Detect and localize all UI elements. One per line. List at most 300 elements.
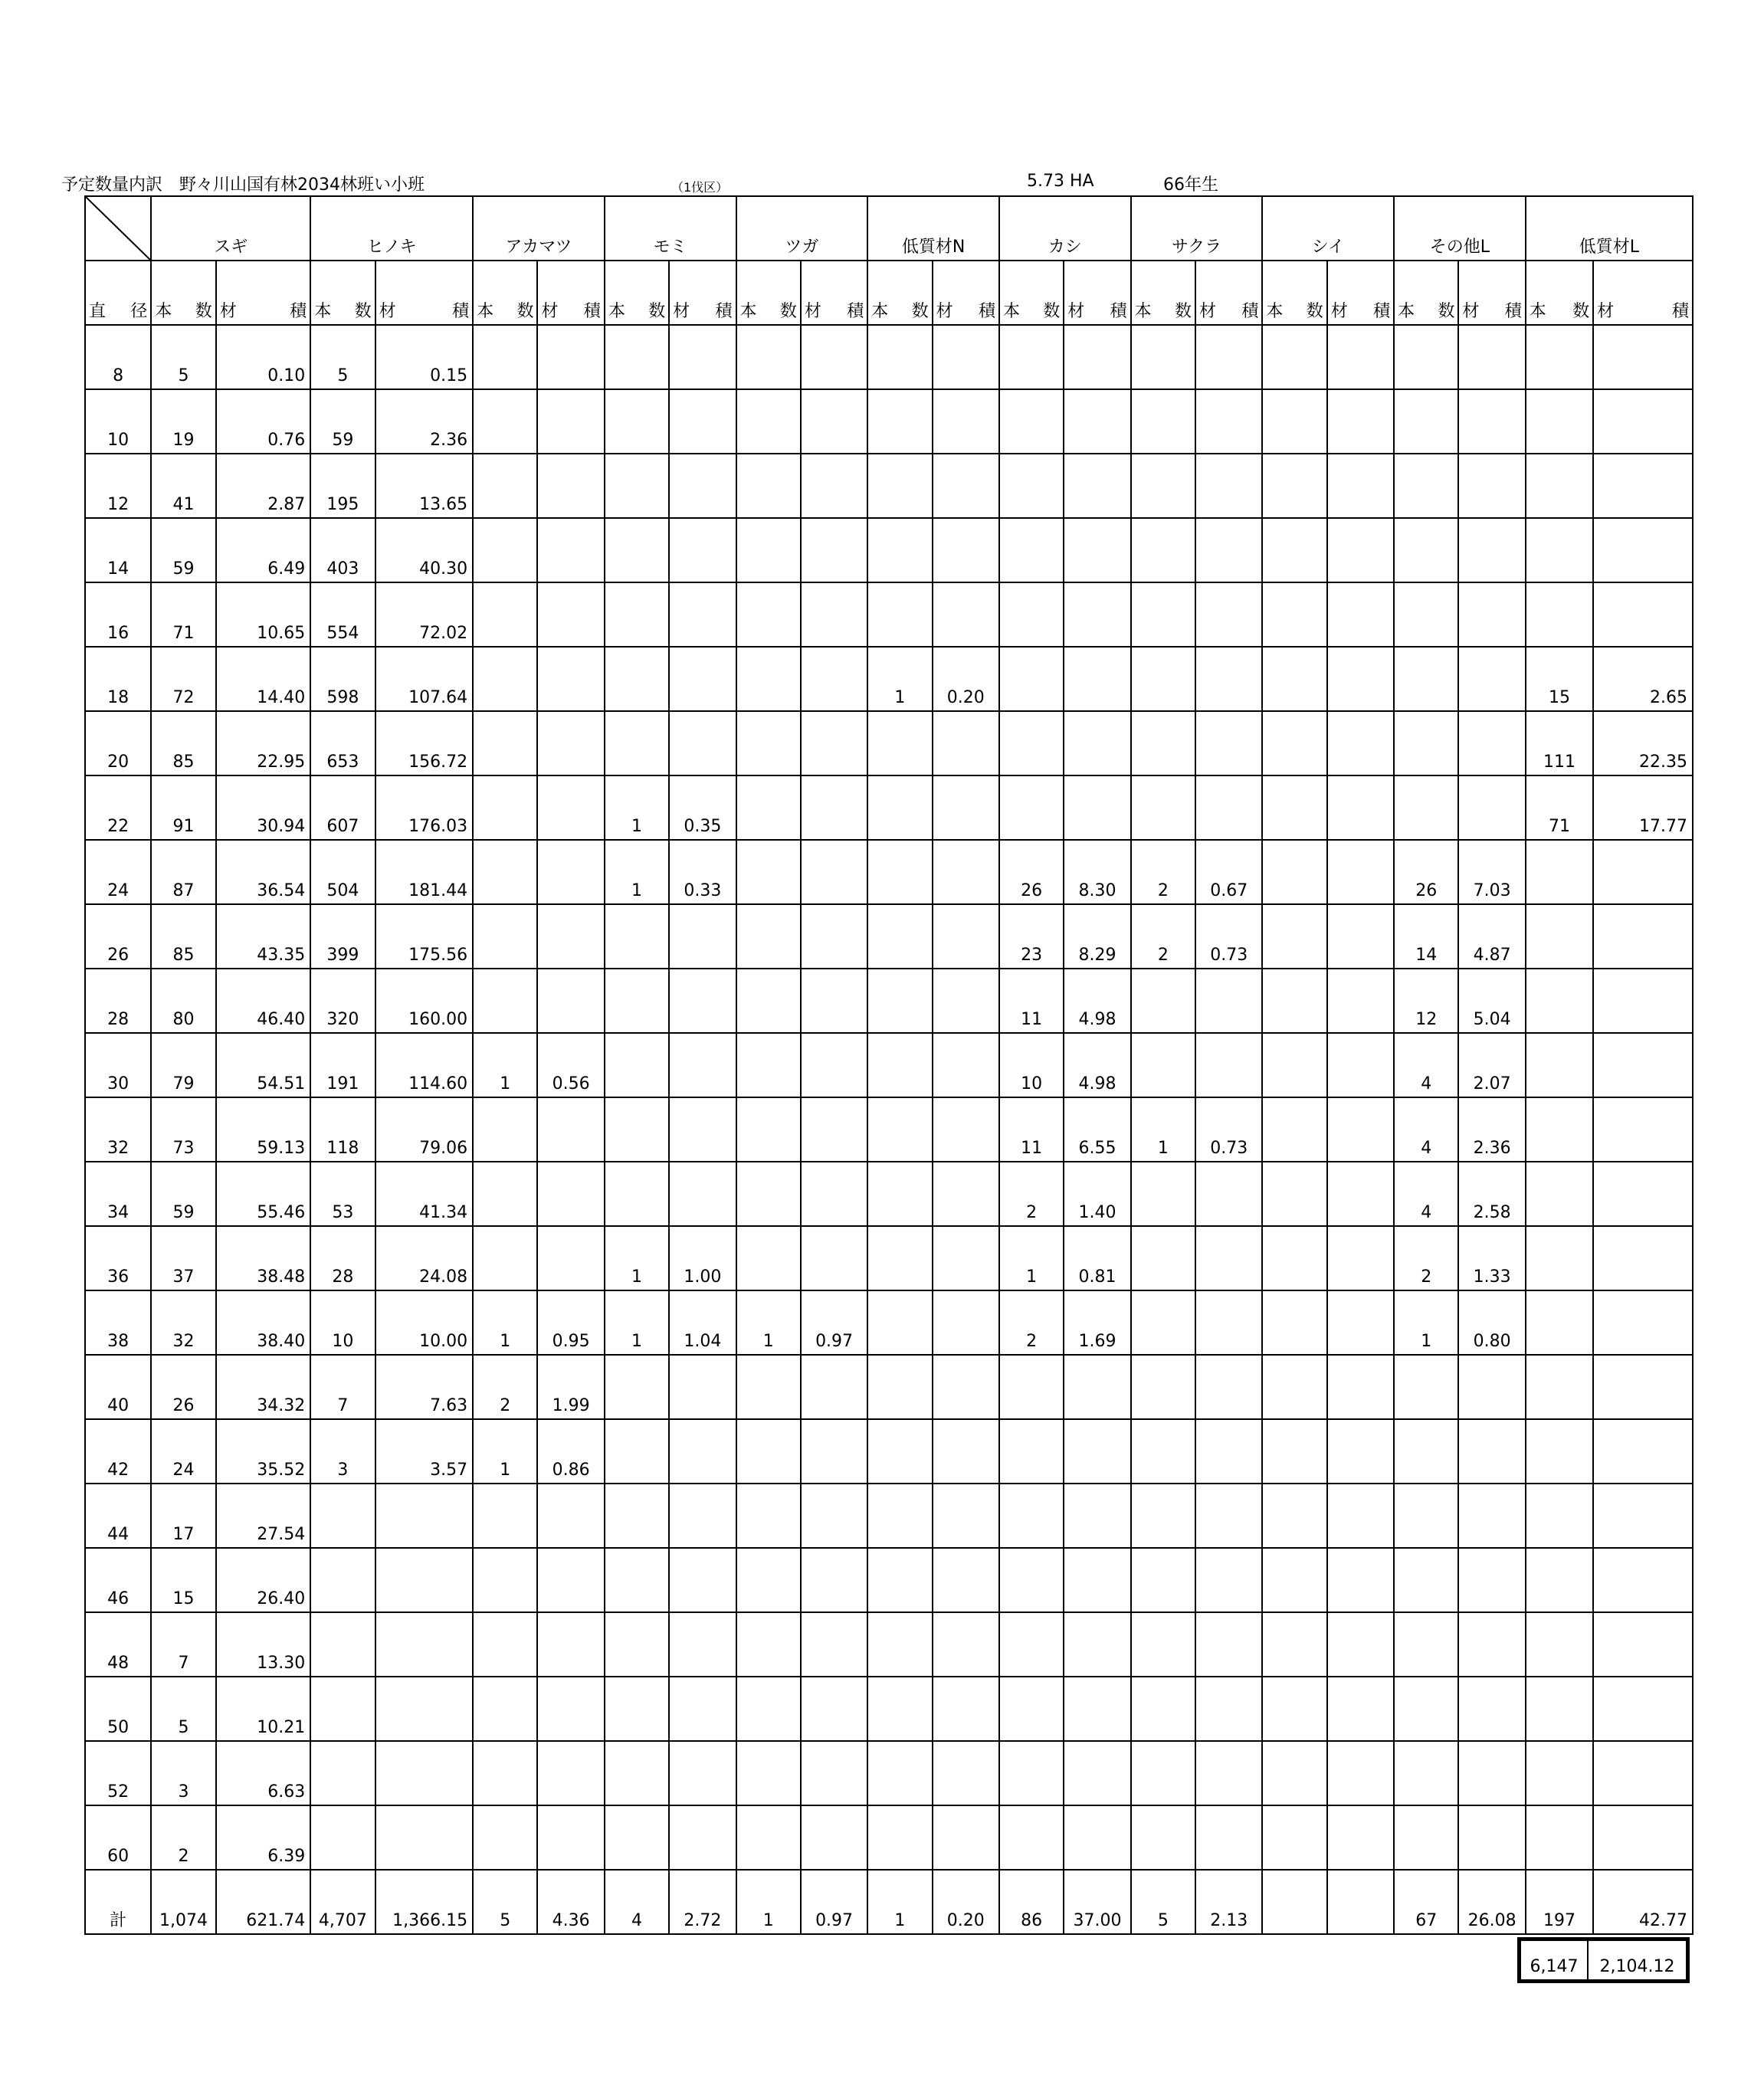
volume-cell <box>1064 518 1130 582</box>
volume-cell <box>801 840 867 904</box>
count-cell: 1 <box>605 775 669 840</box>
volume-cell <box>933 969 999 1033</box>
volume-cell <box>537 1805 604 1870</box>
count-cell: 4 <box>1394 1097 1458 1162</box>
volume-cell <box>1195 1033 1262 1097</box>
count-cell <box>867 969 932 1033</box>
volume-cell: 2.72 <box>669 1870 736 1934</box>
count-cell <box>1394 518 1458 582</box>
volume-cell <box>801 904 867 969</box>
count-cell <box>1262 1612 1326 1677</box>
count-cell <box>1526 1484 1593 1548</box>
volume-cell <box>1064 1677 1130 1741</box>
count-cell: 3 <box>310 1419 375 1484</box>
table-row <box>85 1033 1693 1097</box>
volume-cell <box>1593 518 1693 582</box>
count-cell <box>867 1741 932 1805</box>
volume-cell <box>1458 582 1525 647</box>
volume-cell <box>933 325 999 389</box>
volume-header: 材 積 <box>216 261 311 325</box>
count-cell <box>1526 969 1593 1033</box>
volume-cell: 38.48 <box>216 1226 311 1290</box>
count-cell <box>1262 1870 1326 1934</box>
table-row <box>85 840 1693 904</box>
count-header: 本 数 <box>867 261 932 325</box>
volume-cell <box>375 1677 474 1741</box>
area-label: 5.73 HA <box>1027 172 1094 191</box>
volume-cell: 35.52 <box>216 1419 311 1484</box>
count-cell <box>736 904 801 969</box>
volume-cell <box>1327 325 1394 389</box>
volume-cell <box>933 1548 999 1612</box>
volume-cell: 175.56 <box>375 904 474 969</box>
volume-cell <box>933 1097 999 1162</box>
volume-cell <box>1327 1741 1394 1805</box>
count-cell <box>867 582 932 647</box>
count-cell <box>999 582 1064 647</box>
count-cell: 85 <box>151 904 215 969</box>
volume-cell: 6.49 <box>216 518 311 582</box>
volume-cell: 40.30 <box>375 518 474 582</box>
count-cell <box>1526 1226 1593 1290</box>
count-cell <box>605 325 669 389</box>
count-cell <box>1262 904 1326 969</box>
count-cell <box>473 647 537 711</box>
count-cell <box>1262 1097 1326 1162</box>
count-cell: 1 <box>999 1226 1064 1290</box>
count-cell <box>1262 775 1326 840</box>
volume-cell: 42.77 <box>1593 1870 1693 1934</box>
volume-cell <box>537 454 604 518</box>
volume-cell <box>1458 647 1525 711</box>
volume-cell: 24.08 <box>375 1226 474 1290</box>
diameter-cell: 16 <box>85 582 151 647</box>
volume-cell: 0.86 <box>537 1419 604 1484</box>
count-cell: 10 <box>310 1290 375 1355</box>
count-cell <box>473 454 537 518</box>
volume-cell: 0.73 <box>1195 904 1262 969</box>
count-cell <box>1262 647 1326 711</box>
species-header: ツガ <box>736 196 868 261</box>
volume-cell: 46.40 <box>216 969 311 1033</box>
count-cell <box>605 1419 669 1484</box>
volume-cell <box>1064 1741 1130 1805</box>
count-cell: 7 <box>310 1355 375 1419</box>
subheader-row <box>85 261 1693 325</box>
volume-cell <box>375 1548 474 1612</box>
volume-cell <box>1064 454 1130 518</box>
count-cell <box>1131 1741 1195 1805</box>
count-cell <box>867 1033 932 1097</box>
volume-header: 材 積 <box>933 261 999 325</box>
volume-cell <box>933 1612 999 1677</box>
volume-cell <box>1195 1805 1262 1870</box>
volume-cell <box>1195 582 1262 647</box>
count-cell <box>999 325 1064 389</box>
count-cell <box>473 1226 537 1290</box>
count-cell <box>736 518 801 582</box>
volume-cell <box>669 454 736 518</box>
count-cell <box>999 389 1064 454</box>
volume-cell <box>1195 1419 1262 1484</box>
volume-cell: 1.40 <box>1064 1162 1130 1226</box>
count-cell <box>1262 711 1326 775</box>
volume-cell <box>801 1677 867 1741</box>
count-cell: 1,074 <box>151 1870 215 1934</box>
species-header: 低質材L <box>1526 196 1693 261</box>
count-cell: 24 <box>151 1419 215 1484</box>
volume-cell: 14.40 <box>216 647 311 711</box>
diagonal-line <box>86 197 151 261</box>
diameter-cell: 44 <box>85 1484 151 1548</box>
volume-cell <box>1064 1355 1130 1419</box>
count-cell: 554 <box>310 582 375 647</box>
count-cell <box>1262 1419 1326 1484</box>
count-cell: 4,707 <box>310 1870 375 1934</box>
volume-cell <box>1593 454 1693 518</box>
count-cell <box>736 1805 801 1870</box>
count-cell: 4 <box>1394 1033 1458 1097</box>
count-cell <box>473 1484 537 1548</box>
volume-cell: 27.54 <box>216 1484 311 1548</box>
count-cell <box>1131 454 1195 518</box>
count-cell <box>1394 1548 1458 1612</box>
count-cell <box>736 1741 801 1805</box>
count-cell <box>473 518 537 582</box>
volume-cell <box>801 1484 867 1548</box>
count-cell: 91 <box>151 775 215 840</box>
count-cell: 653 <box>310 711 375 775</box>
volume-cell <box>1195 454 1262 518</box>
volume-cell <box>1327 711 1394 775</box>
volume-cell: 0.97 <box>801 1290 867 1355</box>
diameter-cell: 20 <box>85 711 151 775</box>
count-cell <box>1131 1805 1195 1870</box>
volume-cell <box>1195 1290 1262 1355</box>
count-cell: 71 <box>1526 775 1593 840</box>
count-cell <box>1131 389 1195 454</box>
volume-cell <box>1064 647 1130 711</box>
volume-cell <box>801 1226 867 1290</box>
count-cell: 86 <box>999 1870 1064 1934</box>
volume-cell <box>537 1226 604 1290</box>
diameter-cell: 26 <box>85 904 151 969</box>
count-cell <box>310 1484 375 1548</box>
volume-cell <box>933 1741 999 1805</box>
count-cell <box>1526 1355 1593 1419</box>
volume-cell: 4.98 <box>1064 969 1130 1033</box>
count-cell <box>1262 454 1326 518</box>
volume-cell <box>933 454 999 518</box>
table-row <box>85 969 1693 1033</box>
species-header: スギ <box>151 196 310 261</box>
count-cell: 5 <box>473 1870 537 1934</box>
volume-cell <box>1327 969 1394 1033</box>
volume-cell <box>1327 389 1394 454</box>
volume-cell <box>1195 647 1262 711</box>
volume-cell: 107.64 <box>375 647 474 711</box>
volume-cell <box>1195 775 1262 840</box>
count-cell <box>999 711 1064 775</box>
volume-cell <box>669 1612 736 1677</box>
count-cell: 67 <box>1394 1870 1458 1934</box>
count-cell <box>867 775 932 840</box>
volume-cell <box>537 518 604 582</box>
count-cell <box>473 775 537 840</box>
count-cell <box>736 325 801 389</box>
volume-cell: 160.00 <box>375 969 474 1033</box>
count-cell <box>867 1677 932 1741</box>
volume-cell <box>537 840 604 904</box>
volume-cell: 41.34 <box>375 1162 474 1226</box>
count-cell <box>1262 1226 1326 1290</box>
volume-cell <box>801 1612 867 1677</box>
volume-cell <box>1327 518 1394 582</box>
diameter-cell: 42 <box>85 1419 151 1484</box>
volume-cell <box>1458 389 1525 454</box>
count-cell <box>999 647 1064 711</box>
volume-cell <box>669 389 736 454</box>
volume-cell <box>1064 325 1130 389</box>
volume-cell <box>537 1162 604 1226</box>
volume-cell <box>1195 1162 1262 1226</box>
volume-cell <box>537 1097 604 1162</box>
count-cell <box>999 1741 1064 1805</box>
count-cell: 2 <box>473 1355 537 1419</box>
count-cell <box>867 1097 932 1162</box>
count-cell <box>1526 454 1593 518</box>
volume-cell <box>537 1484 604 1548</box>
volume-cell <box>1064 775 1130 840</box>
count-cell <box>1394 1484 1458 1548</box>
species-header: 低質材N <box>867 196 999 261</box>
count-cell <box>1526 1612 1593 1677</box>
volume-cell <box>1064 711 1130 775</box>
count-cell <box>736 1548 801 1612</box>
volume-cell: 2.13 <box>1195 1870 1262 1934</box>
count-cell <box>1131 711 1195 775</box>
count-header: 本 数 <box>1394 261 1458 325</box>
diameter-cell: 24 <box>85 840 151 904</box>
count-cell <box>867 518 932 582</box>
diameter-cell: 50 <box>85 1677 151 1741</box>
count-cell <box>473 969 537 1033</box>
count-cell: 4 <box>605 1870 669 1934</box>
count-cell <box>867 1484 932 1548</box>
table-row <box>85 1226 1693 1290</box>
diameter-cell: 32 <box>85 1097 151 1162</box>
count-header: 本 数 <box>736 261 801 325</box>
volume-cell: 0.73 <box>1195 1097 1262 1162</box>
count-cell: 32 <box>151 1290 215 1355</box>
volume-cell <box>1195 711 1262 775</box>
volume-cell <box>669 1097 736 1162</box>
table-row <box>85 1484 1693 1548</box>
count-cell: 71 <box>151 582 215 647</box>
count-cell <box>736 840 801 904</box>
volume-cell: 2.65 <box>1593 647 1693 711</box>
count-cell <box>1131 518 1195 582</box>
volume-cell <box>801 1162 867 1226</box>
volume-cell: 0.97 <box>801 1870 867 1934</box>
count-cell <box>310 1805 375 1870</box>
count-cell <box>999 1484 1064 1548</box>
volume-cell: 1.99 <box>537 1355 604 1419</box>
volume-cell <box>1593 1677 1693 1741</box>
species-header: サクラ <box>1131 196 1263 261</box>
count-cell <box>1526 1290 1593 1355</box>
count-cell <box>473 711 537 775</box>
count-cell <box>1394 1805 1458 1870</box>
count-cell: 15 <box>151 1548 215 1612</box>
diameter-cell: 28 <box>85 969 151 1033</box>
volume-cell <box>801 1033 867 1097</box>
count-cell <box>1262 1355 1326 1419</box>
count-cell <box>1526 1162 1593 1226</box>
volume-cell: 8.29 <box>1064 904 1130 969</box>
volume-cell <box>1064 389 1130 454</box>
volume-cell: 1.33 <box>1458 1226 1525 1290</box>
count-cell: 111 <box>1526 711 1593 775</box>
count-cell <box>605 1677 669 1741</box>
volume-cell: 6.39 <box>216 1805 311 1870</box>
total-row <box>85 1870 1693 1934</box>
count-cell <box>605 1548 669 1612</box>
volume-header: 材 積 <box>801 261 867 325</box>
count-cell <box>999 1612 1064 1677</box>
count-cell: 5 <box>151 325 215 389</box>
count-cell <box>736 1226 801 1290</box>
volume-cell <box>1458 775 1525 840</box>
volume-cell <box>933 1290 999 1355</box>
count-cell: 80 <box>151 969 215 1033</box>
volume-header: 材 積 <box>1195 261 1262 325</box>
volume-cell <box>1593 969 1693 1033</box>
count-cell: 2 <box>1394 1226 1458 1290</box>
count-cell <box>867 325 932 389</box>
diameter-cell: 38 <box>85 1290 151 1355</box>
count-cell <box>310 1612 375 1677</box>
volume-cell: 26.08 <box>1458 1870 1525 1934</box>
count-cell <box>867 840 932 904</box>
count-cell <box>1131 1226 1195 1290</box>
volume-cell <box>1593 1290 1693 1355</box>
volume-cell <box>669 711 736 775</box>
volume-cell: 0.20 <box>933 647 999 711</box>
count-cell <box>1526 582 1593 647</box>
volume-cell: 4.98 <box>1064 1033 1130 1097</box>
volume-cell <box>1458 1612 1525 1677</box>
count-cell: 87 <box>151 840 215 904</box>
count-cell <box>1526 1548 1593 1612</box>
diameter-cell: 計 <box>85 1870 151 1934</box>
count-cell: 59 <box>151 1162 215 1226</box>
volume-cell <box>1064 1805 1130 1870</box>
count-cell: 2 <box>999 1162 1064 1226</box>
volume-cell <box>801 389 867 454</box>
volume-cell: 10.00 <box>375 1290 474 1355</box>
volume-cell <box>669 1484 736 1548</box>
count-cell: 59 <box>310 389 375 454</box>
count-cell <box>1262 325 1326 389</box>
count-cell: 1 <box>605 1226 669 1290</box>
volume-cell <box>933 1419 999 1484</box>
volume-cell <box>1195 1484 1262 1548</box>
count-cell <box>605 969 669 1033</box>
volume-cell <box>1593 1419 1693 1484</box>
count-cell <box>736 1033 801 1097</box>
count-cell <box>310 1677 375 1741</box>
volume-cell: 176.03 <box>375 775 474 840</box>
count-cell <box>1131 1548 1195 1612</box>
count-cell <box>605 1355 669 1419</box>
volume-cell <box>933 389 999 454</box>
volume-cell <box>1327 1805 1394 1870</box>
volume-cell: 3.57 <box>375 1419 474 1484</box>
volume-cell <box>801 1097 867 1162</box>
volume-cell <box>669 325 736 389</box>
count-cell <box>1131 775 1195 840</box>
count-cell <box>1262 582 1326 647</box>
count-cell <box>1526 325 1593 389</box>
volume-cell: 72.02 <box>375 582 474 647</box>
count-cell <box>473 389 537 454</box>
count-cell: 1 <box>473 1419 537 1484</box>
count-cell: 598 <box>310 647 375 711</box>
count-cell: 15 <box>1526 647 1593 711</box>
count-cell: 320 <box>310 969 375 1033</box>
count-cell <box>1394 1419 1458 1484</box>
volume-cell <box>1195 1355 1262 1419</box>
count-cell <box>1262 1162 1326 1226</box>
volume-cell <box>537 1677 604 1741</box>
count-cell: 3 <box>151 1741 215 1805</box>
volume-cell <box>1458 1419 1525 1484</box>
volume-cell <box>537 1741 604 1805</box>
count-header: 本 数 <box>310 261 375 325</box>
count-cell <box>605 582 669 647</box>
count-cell: 11 <box>999 1097 1064 1162</box>
count-cell <box>473 1162 537 1226</box>
volume-cell <box>1195 1548 1262 1612</box>
diameter-cell: 34 <box>85 1162 151 1226</box>
volume-cell <box>537 1548 604 1612</box>
volume-cell: 38.40 <box>216 1290 311 1355</box>
count-cell <box>867 1419 932 1484</box>
volume-cell: 1.04 <box>669 1290 736 1355</box>
count-cell <box>1262 1548 1326 1612</box>
volume-cell <box>1593 1548 1693 1612</box>
volume-cell: 0.56 <box>537 1033 604 1097</box>
table-row <box>85 1677 1693 1741</box>
diameter-cell: 40 <box>85 1355 151 1419</box>
volume-cell <box>1327 775 1394 840</box>
count-cell <box>1526 840 1593 904</box>
volume-cell: 0.80 <box>1458 1290 1525 1355</box>
count-cell <box>1262 1290 1326 1355</box>
table-row <box>85 1741 1693 1805</box>
document-title: 予定数量内訳 野々川山国有林2034林班い小班 <box>61 175 425 195</box>
count-cell <box>473 1097 537 1162</box>
volume-cell <box>801 1805 867 1870</box>
volume-cell <box>1593 1741 1693 1805</box>
volume-cell: 4.36 <box>537 1870 604 1934</box>
volume-cell <box>1327 1870 1394 1934</box>
count-cell <box>1394 582 1458 647</box>
volume-cell <box>669 1548 736 1612</box>
volume-header: 材 積 <box>1458 261 1525 325</box>
table-row <box>85 518 1693 582</box>
